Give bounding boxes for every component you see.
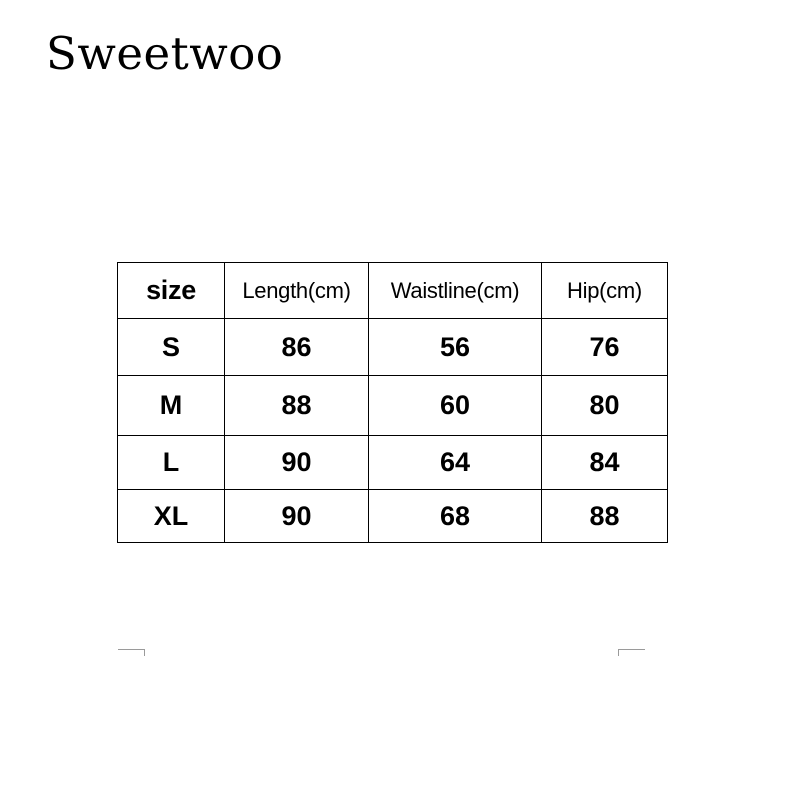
crop-mark-left <box>118 649 145 656</box>
cell-waistline: 60 <box>369 376 542 436</box>
header-size: size <box>118 263 225 319</box>
cell-size: XL <box>118 490 225 543</box>
cell-size: S <box>118 319 225 376</box>
table-row <box>118 490 668 543</box>
crop-mark-right <box>618 649 645 656</box>
cell-waistline: 68 <box>369 490 542 543</box>
header-waistline: Waistline(cm) <box>369 263 542 319</box>
size-chart-table <box>117 262 668 543</box>
cell-size: M <box>118 376 225 436</box>
cell-waistline: 64 <box>369 436 542 490</box>
brand-logo-text: Sweetwoo <box>46 27 284 80</box>
cell-length: 90 <box>225 490 369 543</box>
cell-length: 86 <box>225 319 369 376</box>
table-row <box>118 436 668 490</box>
table-row <box>118 319 668 376</box>
header-hip: Hip(cm) <box>542 263 668 319</box>
cell-hip: 84 <box>542 436 668 490</box>
cell-hip: 88 <box>542 490 668 543</box>
cell-length: 90 <box>225 436 369 490</box>
table-row <box>118 376 668 436</box>
cell-size: L <box>118 436 225 490</box>
cell-length: 88 <box>225 376 369 436</box>
cell-hip: 80 <box>542 376 668 436</box>
cell-hip: 76 <box>542 319 668 376</box>
cell-waistline: 56 <box>369 319 542 376</box>
table-header-row <box>118 263 668 319</box>
header-length: Length(cm) <box>225 263 369 319</box>
